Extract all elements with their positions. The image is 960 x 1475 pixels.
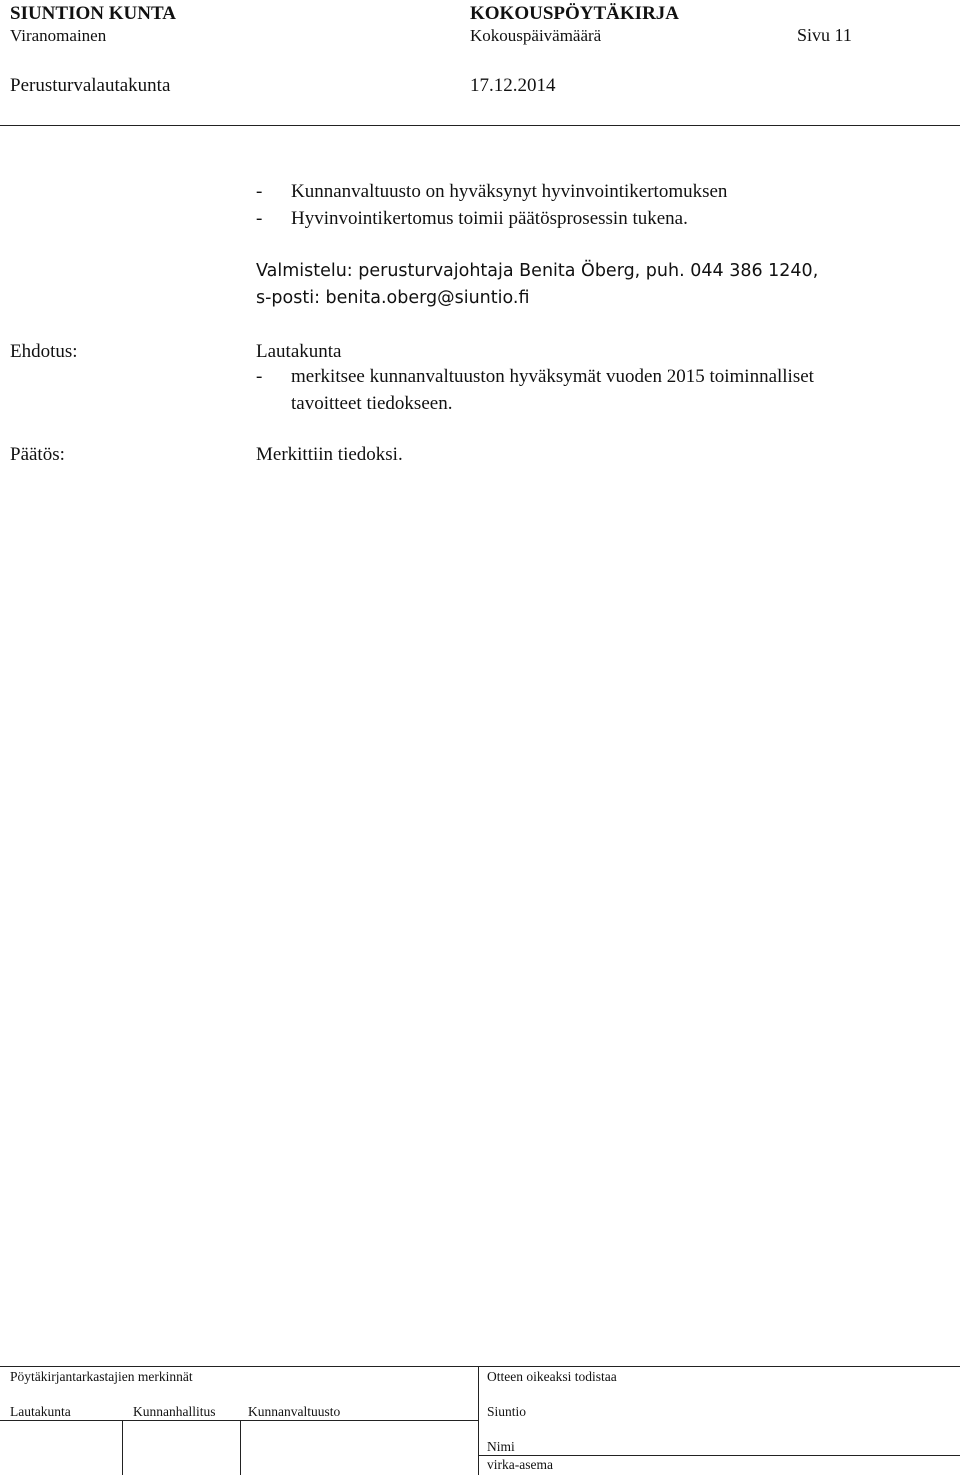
signature-column-divider-2 (240, 1420, 241, 1475)
list-item (256, 208, 262, 230)
organization-name: SIUNTION KUNTA (10, 3, 176, 24)
list-item (256, 181, 262, 203)
certified-label: Otteen oikeaksi todistaa (487, 1369, 617, 1384)
preparation-line-2: s-posti: benita.oberg@siuntio.fi (256, 288, 530, 308)
authority-label: Viranomainen (10, 26, 107, 45)
bullet-text-1: Kunnanvaltuusto on hyväksynyt hyvinvointikertomuksen (291, 181, 728, 202)
column-lautakunta: Lautakunta (10, 1404, 71, 1419)
footer-column-divider (478, 1366, 479, 1475)
bullet-text-2: Hyvinvointikertomus toimii päätösprosessin tukena. (291, 208, 688, 229)
proposal-line-2: tavoitteet tiedokseen. (291, 393, 453, 414)
preparation-line-1: Valmistelu: perusturvajohtaja Benita Öberg, puh. 044 386 1240, (256, 261, 819, 281)
page-number: Sivu 11 (797, 25, 852, 45)
column-kunnanvaltuusto: Kunnanvaltuusto (248, 1404, 341, 1419)
decision-label: Päätös: (10, 444, 65, 465)
reviewers-label: Pöytäkirjantarkastajien merkinnät (10, 1369, 193, 1384)
name-label: Nimi (487, 1439, 515, 1454)
signature-column-divider-1 (122, 1420, 123, 1475)
name-underline (479, 1455, 960, 1456)
proposal-subject: Lautakunta (256, 341, 342, 362)
document-type: KOKOUSPÖYTÄKIRJA (470, 3, 680, 24)
bullet-dash: - (256, 208, 263, 229)
place-name: Siuntio (487, 1404, 527, 1419)
bullet-dash: - (256, 366, 263, 387)
position-label: virka-asema (487, 1457, 553, 1472)
header-divider (0, 125, 960, 126)
list-item (256, 366, 262, 388)
decision-text: Merkittiin tiedoksi. (256, 444, 403, 465)
meeting-date-label: Kokouspäivämäärä (470, 26, 602, 45)
column-kunnanhallitus: Kunnanhallitus (133, 1404, 216, 1419)
footer-divider (0, 1366, 960, 1367)
bullet-dash: - (256, 181, 263, 202)
proposal-label: Ehdotus: (10, 341, 78, 362)
signature-row-divider (0, 1420, 478, 1421)
meeting-date: 17.12.2014 (470, 75, 556, 96)
proposal-line-1: merkitsee kunnanvaltuuston hyväksymät vuoden 2015 toiminnalliset (291, 366, 814, 387)
authority-name: Perusturvalautakunta (10, 75, 171, 96)
